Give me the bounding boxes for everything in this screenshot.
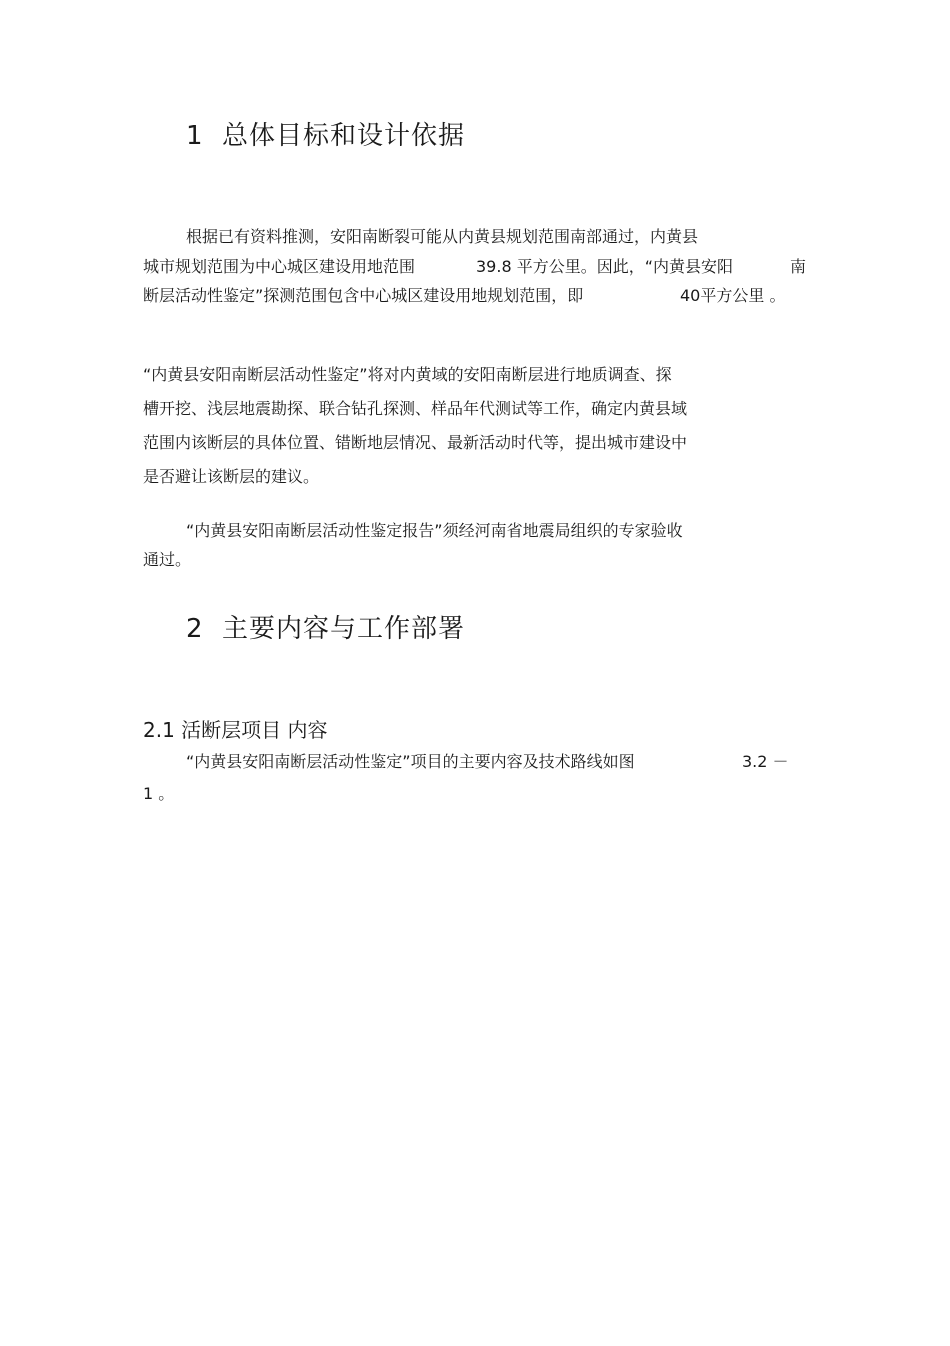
para4-line1-figure-ref: 3.2 － xyxy=(742,752,789,771)
para2-line1: “内黄县安阳南断层活动性鉴定”将对内黄域的安阳南断层进行地质调查、探 xyxy=(143,365,672,384)
para4-line2: 1 。 xyxy=(143,784,175,803)
para3-line2: 通过。 xyxy=(143,550,192,569)
para1-line2-text: 城市规划范围为中心城区建设用地范围 xyxy=(143,257,416,276)
para4-line1-text: “内黄县安阳南断层活动性鉴定”项目的主要内容及技术路线如图 xyxy=(186,752,635,771)
section-1-heading xyxy=(186,120,465,152)
para2-line4: 是否避让该断层的建议。 xyxy=(143,467,320,486)
section-2-title: 主要内容与工作部署 xyxy=(222,614,466,644)
para3-line1: “内黄县安阳南断层活动性鉴定报告”须经河南省地震局组织的专家验收 xyxy=(186,521,683,540)
section-2-heading xyxy=(186,613,465,645)
section-1-number: 1 xyxy=(186,121,204,151)
para1-line3 xyxy=(143,285,803,307)
para1-line3-text: 断层活动性鉴定”探测范围包含中心城区建设用地规划范围，即 xyxy=(143,286,584,305)
para2-line3: 范围内该断层的具体位置、错断地层情况、最新活动时代等，提出城市建设中 xyxy=(143,433,688,452)
para4-line1 xyxy=(186,751,796,773)
para1-line3-area: 40平方公里 。 xyxy=(680,286,786,305)
para1-line2 xyxy=(143,256,813,278)
subsection-2-1-heading: 2.1 活断层项目 内容 xyxy=(143,718,328,742)
section-2-number: 2 xyxy=(186,614,204,644)
para1-line2-tail: 南 xyxy=(790,257,807,276)
para1-line2-area: 39.8 平方公里。因此，“内黄县安阳 xyxy=(476,257,734,276)
section-1-title: 总体目标和设计依据 xyxy=(222,121,466,151)
para1-line1: 根据已有资料推测，安阳南断裂可能从内黄县规划范围南部通过，内黄县 xyxy=(186,227,699,246)
para2-line2: 槽开挖、浅层地震勘探、联合钻孔探测、样品年代测试等工作，确定内黄县域 xyxy=(143,399,688,418)
